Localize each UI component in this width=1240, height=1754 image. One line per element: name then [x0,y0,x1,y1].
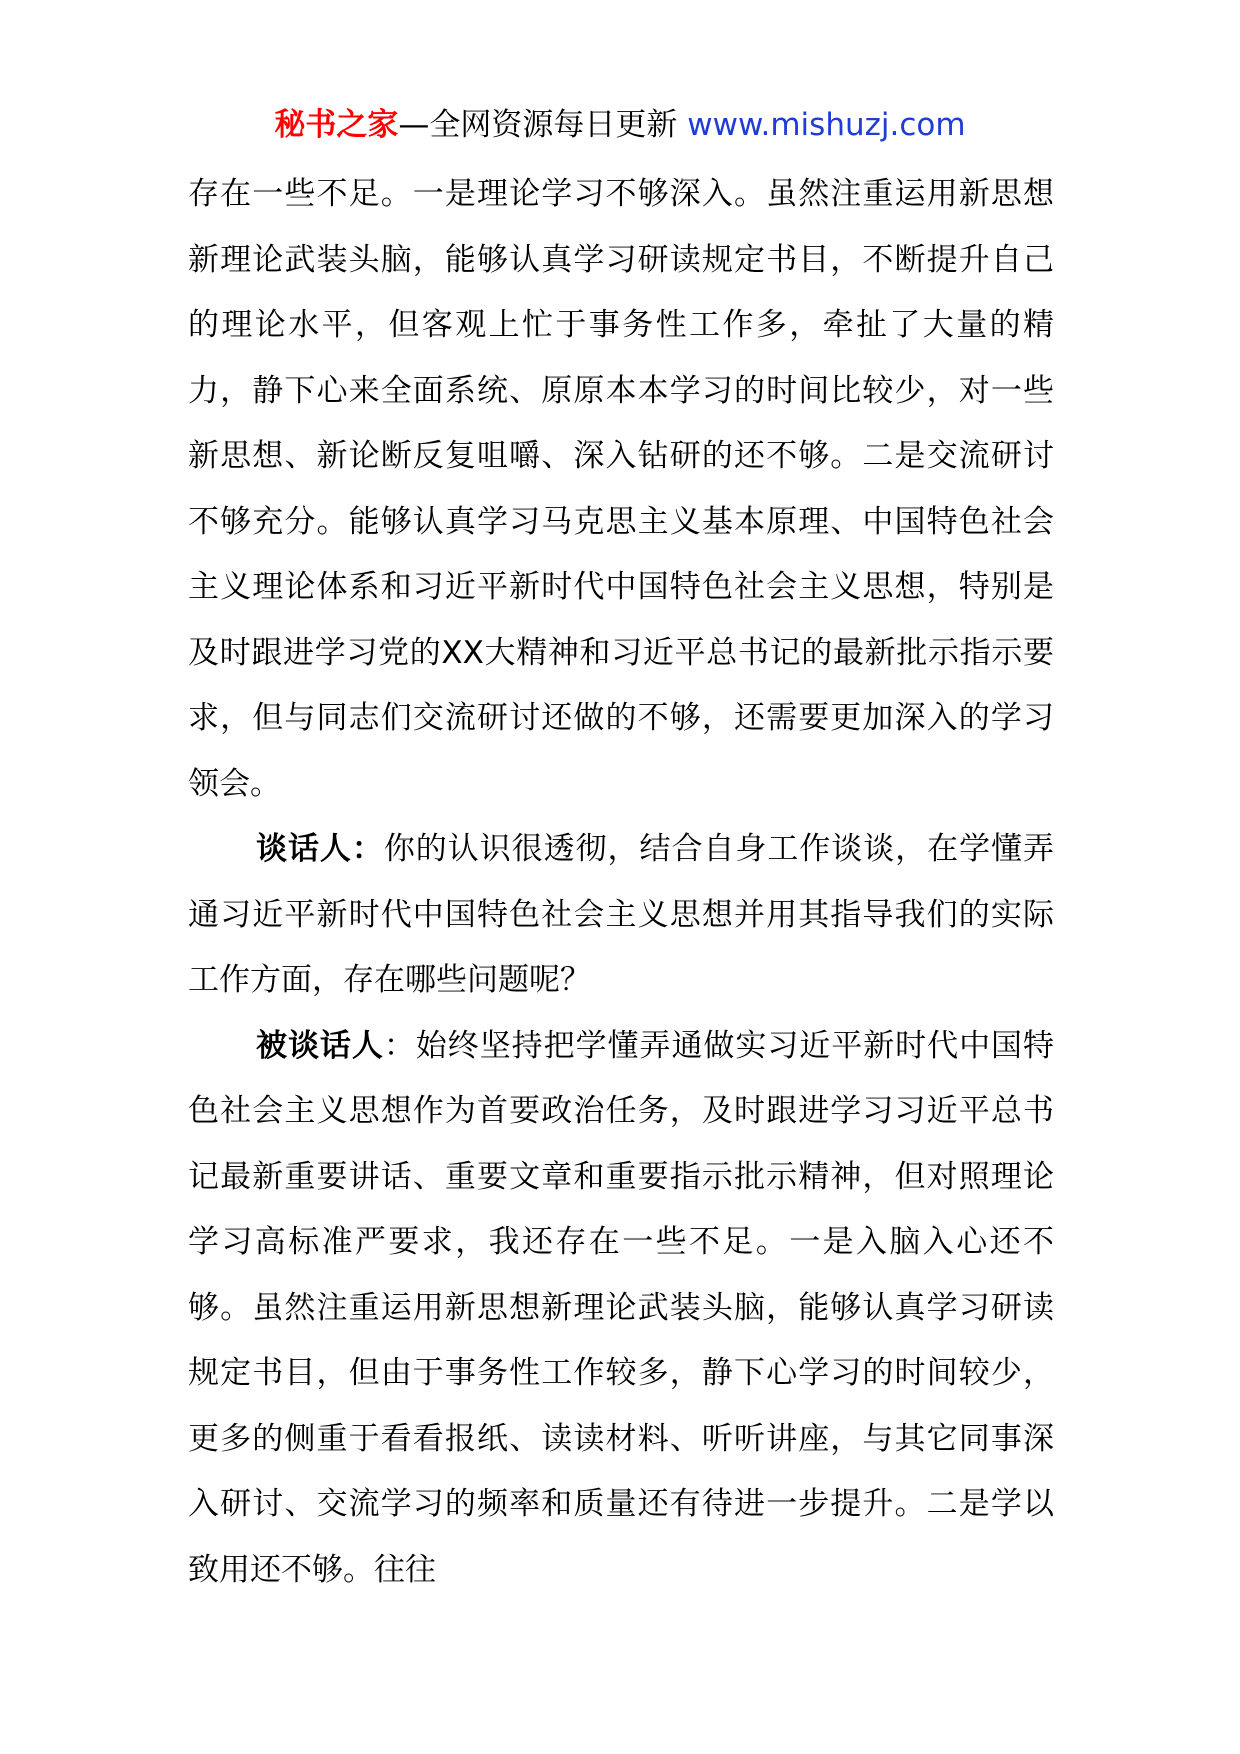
paragraph-continuation [188,162,1054,817]
paragraph-text: 你的认识很透彻，结合自身工作谈谈，在学懂弄通习近平新时代中国特色社会主义思想并用其指导我们的实际工作方面，存在哪些问题呢？ [188,831,1055,998]
header-brand: 秘书之家 [274,107,399,143]
document-body [188,162,1054,1603]
paragraph-interviewee [188,1014,1054,1604]
paragraph-interviewer [188,817,1054,1014]
paragraph-text: 存在一些不足。一是理论学习不够深入。虽然注重运用新思想新理论武装头脑，能够认真学习研读规定书目，不断提升自己的理论水平，但客观上忙于事务性工作多，牵扯了大量的精力，静下心来全面系统、原原本本学习的时间比较少，对一些新思想、新论断反复咀嚼、深入钻研的还不够。二是交流研讨不够充分。能够认真学习马克思主义基本原理、中国特色社会主义理论体系和习近平新时代中国特色社会主义思想，特别是及时跟进学习党的XX大精神和习近平总书记的最新批示指示要求，但与同志们交流研讨还做的不够，还需要更加深入的学习领会。 [188,176,1054,802]
header-url[interactable]: www.mishuzj.com [687,107,966,143]
paragraph-text: ：始终坚持把学懂弄通做实习近平新时代中国特色社会主义思想作为首要政治任务，及时跟进学习习近平总书记最新重要讲话、重要文章和重要指示批示精神，但对照理论学习高标准严要求，我还存在一些不足。一是入脑入心还不够。虽然注重运用新思想新理论武装头脑，能够认真学习研读规定书目，但由于事务性工作较多，静下心学习的时间较少，更多的侧重于看看报纸、读读材料、听听讲座，与其它同事深入研讨、交流学习的频率和质量还有待进一步提升。二是学以致用还不够。往往 [188,1027,1055,1588]
page-header [0,100,1240,150]
header-slogan: —全网资源每日更新 [398,107,688,143]
speaker-label: 被谈话人 [256,1027,384,1064]
speaker-label: 谈话人： [256,831,384,867]
